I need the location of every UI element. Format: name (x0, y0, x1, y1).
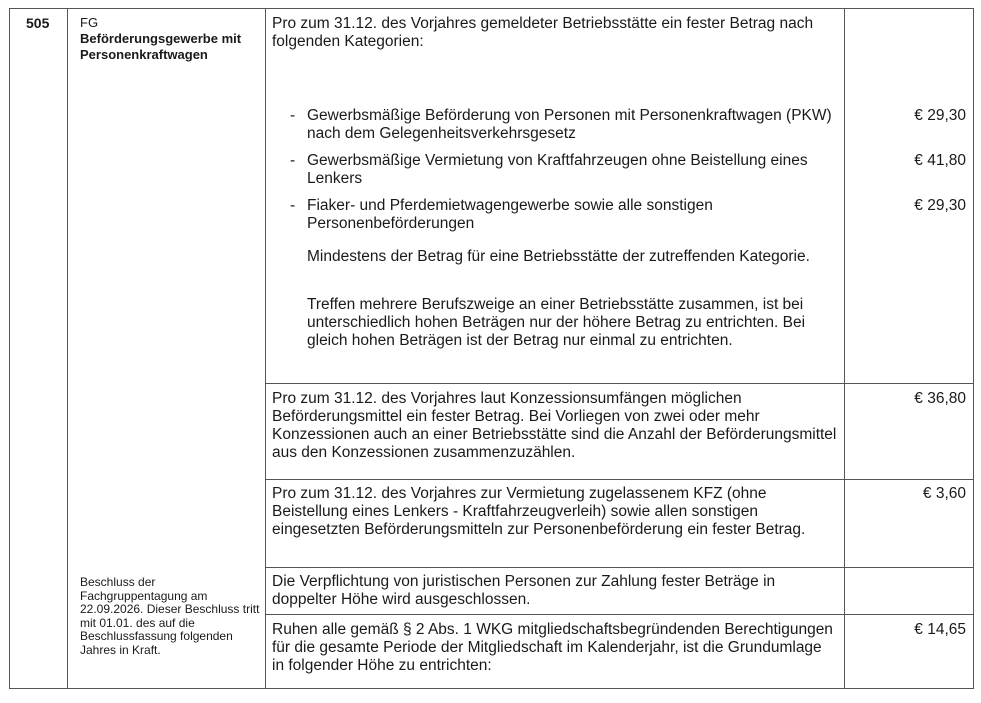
note-multiple-branches: Treffen mehrere Berufszweige an einer Betriebsstätte zusammen, ist bei unterschiedlich hohen Beträgen nur der höhere Betrag zu entrichten. Bei gleich hohen Beträgen ist der Betrag nur einmal zu entrichten. (307, 296, 806, 349)
konzession-amount: € 36,80 (914, 390, 966, 407)
bullet-dash: - (290, 107, 296, 124)
category-2-text: Gewerbsmäßige Vermietung von Kraftfahrzeugen ohne Beistellung eines Lenkers (307, 152, 808, 187)
col-divider-2 (265, 9, 266, 688)
fachgruppe-title (80, 15, 260, 63)
bullet-dash: - (290, 152, 296, 169)
category-3-text: Fiaker- und Pferdemietwagengewerbe sowie alle sonstigen Personenbeförderungen (307, 197, 713, 232)
row-divider (265, 614, 974, 615)
konzession-text: Pro zum 31.12. des Vorjahres laut Konzessionsumfängen möglichen Beförderungsmittel ein fester Betrag. Bei Vorliegen von zwei oder mehr Konzessionen auch an einer Betriebsstätte sind die Anzahl der Beförderungsmittel aus den Konzessionen zusammenzuzählen. (272, 390, 837, 461)
verpflichtung-text: Die Verpflichtung von juristischen Personen zur Zahlung fester Beträge in doppelter Höhe wird ausgeschlossen. (272, 573, 776, 608)
fee-table (9, 8, 974, 689)
category-1-text: Gewerbsmäßige Beförderung von Personen mit Personenkraftwagen (PKW) nach dem Gelegenheitsverkehrsgesetz (307, 107, 832, 142)
ruhen-text: Ruhen alle gemäß § 2 Abs. 1 WKG mitgliedschaftsbegründenden Berechtigungen für die gesamte Periode der Mitgliedschaft im Kalenderjahr, ist die Grundumlage in folgender Höhe zu entrichten: (272, 621, 833, 674)
note-minimum: Mindestens der Betrag für eine Betriebsstätte der zutreffenden Kategorie. (307, 248, 810, 265)
fg-name: Beförderungsgewerbe mit Personenkraftwagen (80, 31, 242, 62)
col-divider-3 (844, 9, 845, 688)
fg-label: FG (80, 15, 99, 30)
category-3-amount: € 29,30 (914, 197, 966, 214)
category-2-amount: € 41,80 (914, 152, 966, 169)
row-divider (265, 479, 974, 480)
category-1-amount: € 29,30 (914, 107, 966, 124)
row-divider (265, 383, 974, 384)
vermietung-amount: € 3,60 (922, 485, 966, 502)
intro-text: Pro zum 31.12. des Vorjahres gemeldeter Betriebsstätte ein fester Betrag nach folgenden Kategorien: (272, 15, 814, 50)
bullet-dash: - (290, 197, 296, 214)
beschluss-note: Beschluss der Fachgruppentagung am 22.09.2026. Dieser Beschluss tritt mit 01.01. des auf die Beschlussfassung folgenden Jahres in Kraft. (80, 575, 260, 657)
row-divider (265, 567, 974, 568)
ruhen-amount: € 14,65 (914, 621, 966, 638)
vermietung-text: Pro zum 31.12. des Vorjahres zur Vermietung zugelassenem KFZ (ohne Beistellung eines Lenkers - Kraftfahrzeugverleih) sowie allen sonstigen eingesetzten Beförderungsmitteln zur Personenbeförderung ein fester Betrag. (272, 485, 806, 538)
col-divider-1 (67, 9, 68, 688)
fachgruppe-code: 505 (26, 15, 50, 31)
